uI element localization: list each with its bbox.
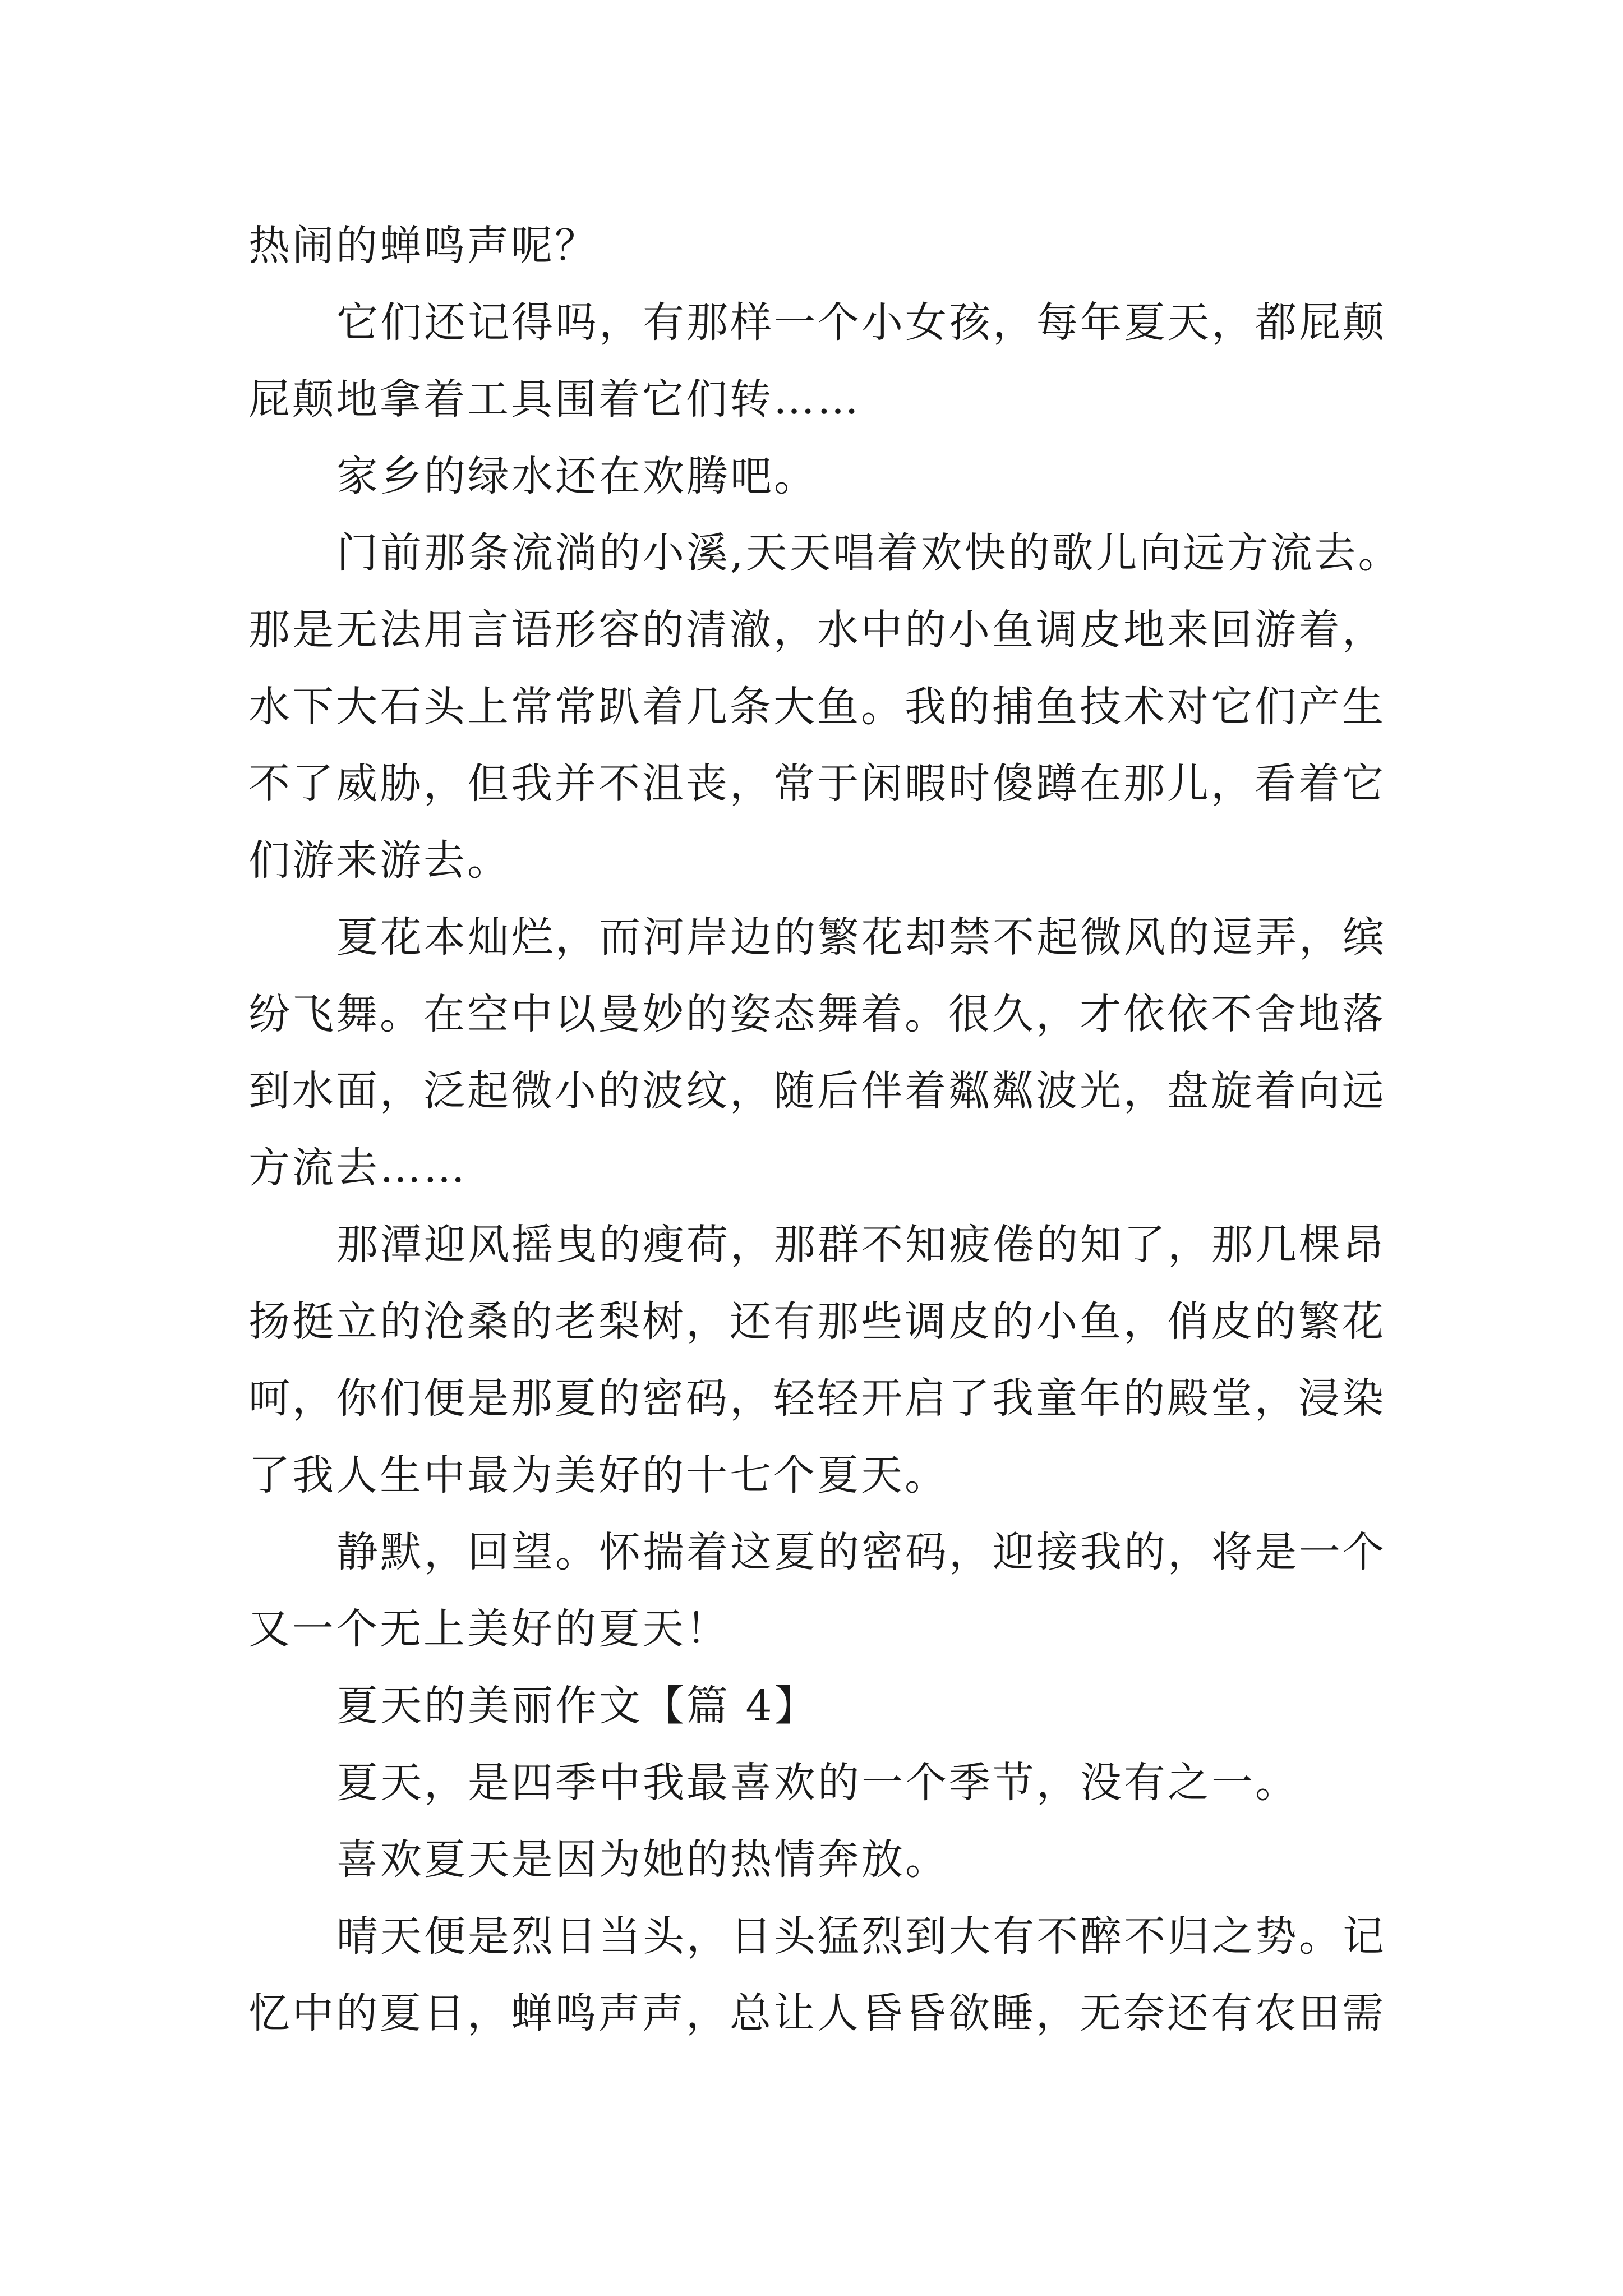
text-line-5: 门前那条流淌的小溪,天天唱着欢快的歌儿向远方流去。 xyxy=(336,529,1402,577)
text-line-2: 它们还记得吗，有那样一个小女孩，每年夏天，都屁颠 xyxy=(336,298,1386,347)
text-line-16: 呵，你们便是那夏的密码，轻轻开启了我童年的殿堂，浸染 xyxy=(248,1374,1386,1423)
text-line-8: 不了威胁，但我并不沮丧，常于闲暇时傻蹲在那儿，看着它 xyxy=(248,760,1386,808)
text-line-4: 家乡的绿水还在欢腾吧。 xyxy=(336,452,818,500)
text-line-13: 方流去…… xyxy=(248,1144,467,1192)
text-line-17: 了我人生中最为美好的十七个夏天。 xyxy=(248,1451,948,1499)
text-line-3: 屁颠地拿着工具围着它们转…… xyxy=(248,375,861,424)
text-line-19: 又一个无上美好的夏天！ xyxy=(248,1605,730,1653)
text-line-14: 那潭迎风摇曳的瘦荷，那群不知疲倦的知了，那几棵昂 xyxy=(336,1221,1386,1269)
text-line-9: 们游来游去。 xyxy=(248,836,511,885)
text-line-24: 忆中的夏日，蝉鸣声声，总让人昏昏欲睡，无奈还有农田需 xyxy=(248,1989,1386,2037)
text-line-18: 静默，回望。怀揣着这夏的密码，迎接我的，将是一个 xyxy=(336,1528,1386,1576)
text-line-22: 喜欢夏天是因为她的热情奔放。 xyxy=(336,1835,949,1884)
article-body xyxy=(248,208,1402,2052)
text-line-23: 晴天便是烈日当头，日头猛烈到大有不醉不归之势。记 xyxy=(336,1912,1386,1961)
text-line-10: 夏花本灿烂，而河岸边的繁花却禁不起微风的逗弄，缤 xyxy=(336,913,1386,961)
text-line-1: 热闹的蝉鸣声呢？ xyxy=(248,222,598,270)
section-heading: 夏天的美丽作文【篇 4】 xyxy=(336,1682,818,1730)
text-line-12: 到水面，泛起微小的波纹，随后伴着粼粼波光，盘旋着向远 xyxy=(248,1067,1386,1115)
text-line-6: 那是无法用言语形容的清澈，水中的小鱼调皮地来回游着， xyxy=(248,606,1386,654)
text-line-7: 水下大石头上常常趴着几条大鱼。我的捕鱼技术对它们产生 xyxy=(248,683,1386,731)
text-line-21: 夏天，是四季中我最喜欢的一个季节，没有之一。 xyxy=(336,1759,1299,1807)
text-line-15: 扬挺立的沧桑的老梨树，还有那些调皮的小鱼，俏皮的繁花 xyxy=(248,1297,1386,1346)
text-line-11: 纷飞舞。在空中以曼妙的姿态舞着。很久，才依依不舍地落 xyxy=(248,990,1386,1038)
